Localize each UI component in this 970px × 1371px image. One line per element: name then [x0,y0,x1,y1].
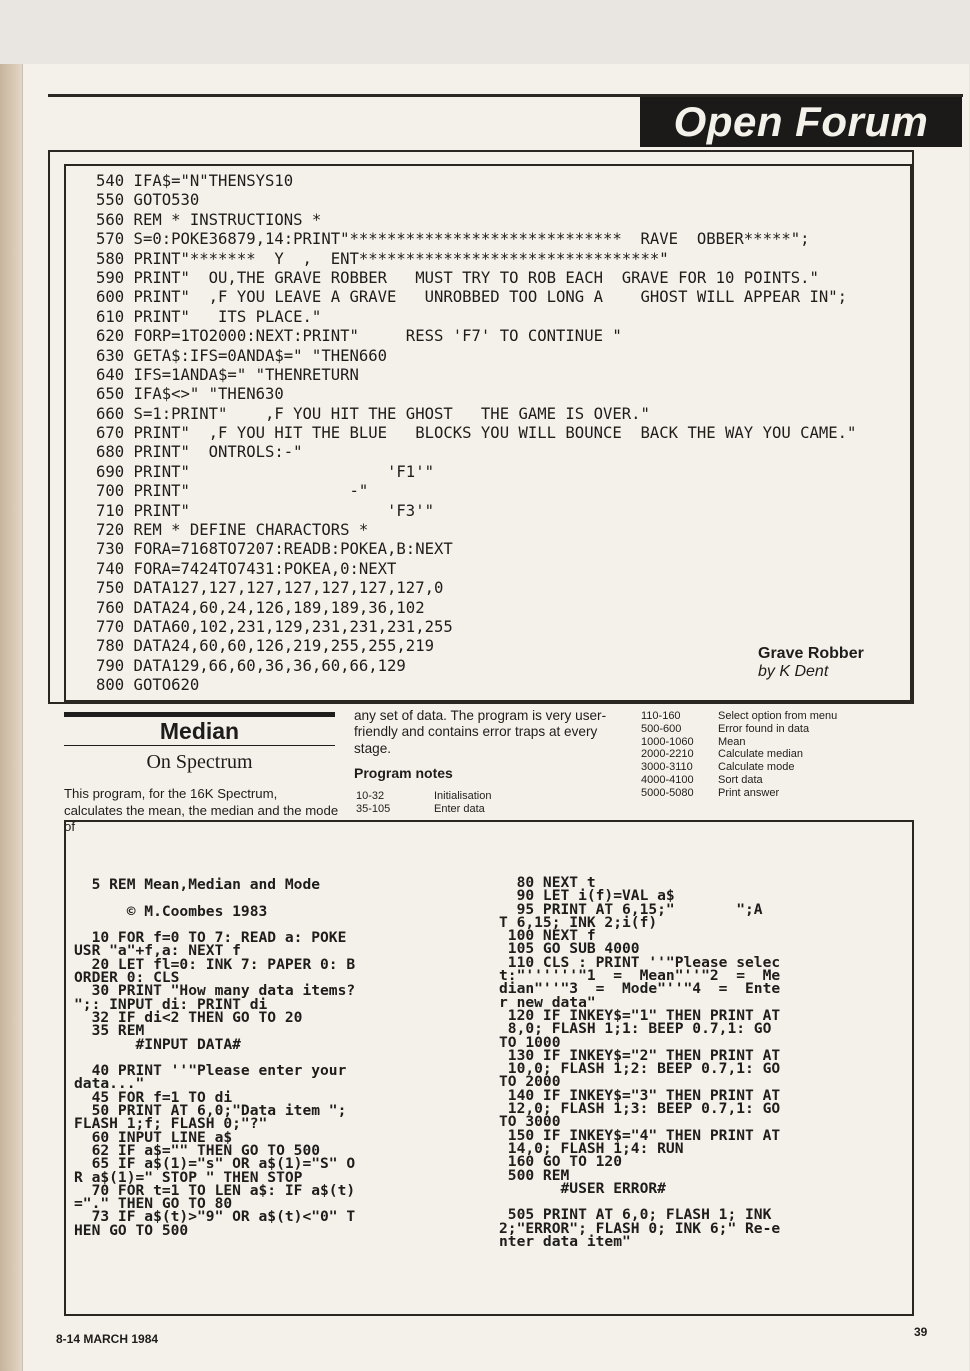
code-line: 105 GO SUB 4000 [499,940,640,958]
code-line: © M.Coombes 1983 [74,902,268,920]
code-line: 65 IF a$(1)="s" OR a$(1)="S" O [74,1155,356,1173]
code-line: 32 IF di<2 THEN GO TO 20 [74,1008,303,1026]
median-listing-right [499,874,781,1251]
range-description: Error found in data [718,722,810,735]
code-line: 130 IF INKEY$="2" THEN PRINT AT [499,1046,781,1064]
code-line: 750 DATA127,127,127,127,127,127,127,0 [96,579,444,598]
code-line: 120 IF INKEY$="1" THEN PRINT AT [499,1006,781,1024]
line-range: 2000-2210 [641,748,694,761]
line-range: 35-105 [356,803,391,816]
code-line: 140 IF INKEY$="3" THEN PRINT AT [499,1086,781,1104]
page-number: 39 [914,1325,928,1339]
grave-robber-listing [96,172,856,696]
note-row [641,761,837,774]
code-line: 680 PRINT" ONTROLS:-" [96,443,303,462]
code-line: 505 PRINT AT 6,0; FLASH 1; INK [499,1206,772,1224]
code-line: 90 LET i(f)=VAL a$ [499,887,675,905]
code-line: dian"''"3 = Mode"''"4 = Ente [499,980,781,998]
code-line: 160 GO TO 120 [499,1153,623,1171]
range-description: Calculate mode [718,761,795,774]
range-description: Mean [718,735,746,748]
code-line: T 6,15; INK 2;i(f) [499,913,658,931]
code-line: 630 GETA$:IFS=0ANDA$=" "THEN660 [96,346,388,365]
line-range: 10-32 [356,790,385,802]
code-line: 790 DATA129,66,60,36,36,60,66,129 [96,656,406,675]
note-row [641,748,837,761]
code-line: 60 INPUT LINE a$ [74,1128,233,1146]
code-line: 580 PRINT"******* Y , ENT********************************" [96,249,669,268]
code-line: TO 3000 [499,1113,561,1131]
code-line: 590 PRINT" OU,THE GRAVE ROBBER MUST TRY TO ROB EACH GRAVE FOR 10 POINTS." [96,268,819,287]
code-line: 62 IF a$="" THEN GO TO 500 [74,1141,321,1159]
note-row [641,774,837,787]
code-line: R a$(1)=" STOP " THEN STOP [74,1168,303,1186]
line-range: 500-600 [641,722,682,735]
code-line: 10 FOR f=0 TO 7: READ a: POKE [74,929,347,947]
line-range: 1000-1060 [641,735,694,748]
median-title: Median [159,718,240,744]
code-line: 720 REM * DEFINE CHARACTORS * [96,521,369,540]
code-line: nter data item" [499,1233,631,1251]
code-line: r new data" [499,993,596,1011]
code-line: HEN GO TO 500 [74,1221,189,1239]
median-listing-left [74,878,355,1237]
program-title: Grave Robber [758,645,864,662]
code-line: 670 PRINT" ,F YOU HIT THE BLUE BLOCKS YOU WILL BOUNCE BACK THE WAY YOU CAME." [96,424,857,443]
code-line: 70 FOR t=1 TO LEN a$: IF a$(t) [74,1181,356,1199]
code-line: data..." [74,1075,145,1093]
line-range: 5000-5080 [641,786,694,799]
code-line: 30 PRINT "How many data items? [74,982,356,1000]
code-line: 95 PRINT AT 6,15;" ";A [499,900,763,918]
code-line: 570 S=0:POKE36879,14:PRINT"***************************** RAVE OBBER*****"; [96,230,810,249]
line-range: 4000-4100 [641,773,694,786]
note-row [641,723,837,736]
note-row [356,803,491,816]
code-line: ORDER 0: CLS [74,969,180,987]
section-title: Open Forum [640,97,962,147]
code-line: 610 PRINT" ITS PLACE." [96,307,322,326]
code-line: 5 REM Mean,Median and Mode [74,876,321,893]
code-line: 650 IFA$<>" "THEN630 [96,385,284,404]
program-notes-heading: Program notes [354,765,453,781]
code-line: 150 IF INKEY$="4" THEN PRINT AT [499,1126,781,1144]
code-line: 800 GOTO620 [96,676,200,695]
code-line: 110 CLS : PRINT ''"Please selec [499,953,781,971]
issue-date: 8-14 MARCH 1984 [56,1332,159,1346]
range-description: Calculate median [718,748,803,761]
code-line: ";: INPUT di: PRINT di [74,995,268,1013]
code-line: FLASH 1;f; FLASH 0;"?" [74,1115,268,1133]
program-notes-table-continued [641,710,837,800]
code-line: TO 1000 [499,1033,561,1051]
range-description: Print answer [718,786,780,799]
code-line: 50 PRINT AT 6,0;"Data item "; [74,1102,347,1120]
code-line: 760 DATA24,60,24,126,189,189,36,102 [96,598,425,617]
code-line: TO 2000 [499,1073,561,1091]
range-description: Initialisation [434,790,492,802]
code-line: ="." THEN GO TO 80 [74,1195,233,1213]
code-line: 700 PRINT" -" [96,482,369,501]
code-line: #INPUT DATA# [74,1035,241,1053]
range-description: Sort data [718,773,763,786]
code-line: t:"''''''"1 = Mean"''"2 = Me [499,967,781,985]
code-line: 73 IF a$(t)>"9" OR a$(t)<"0" T [74,1208,356,1226]
median-intro: This program, for the 16K Spectrum, calculates the mean, the median and the mode of [64,786,339,834]
note-row [641,787,837,800]
code-line: 45 FOR f=1 TO di [74,1088,233,1106]
code-line: 40 PRINT ''"Please enter your [74,1062,347,1080]
median-mid-rule [64,745,335,746]
line-range: 110-160 [641,710,681,722]
code-line: 690 PRINT" 'F1'" [96,462,434,481]
code-line: 100 NEXT f [499,927,596,945]
code-line: #USER ERROR# [499,1179,666,1197]
code-line: USR "a"+f,a: NEXT f [74,942,241,960]
note-row [641,736,837,749]
code-line: 540 IFA$="N"THENSYS10 [96,172,294,190]
code-line: 14,0; FLASH 1;4: RUN [499,1139,684,1157]
code-line: 770 DATA60,102,231,129,231,231,231,255 [96,617,453,636]
line-range: 3000-3110 [641,761,693,774]
code-line: 8,0; FLASH 1;1: BEEP 0.7,1: GO [499,1020,772,1038]
code-line: 640 IFS=1ANDA$=" "THENRETURN [96,365,359,384]
code-line: 620 FORP=1TO2000:NEXT:PRINT" RESS 'F7' TO CONTINUE " [96,327,622,346]
code-line: 20 LET fl=0: INK 7: PAPER 0: B [74,955,356,973]
note-row [641,710,837,723]
code-line: 80 NEXT t [499,874,596,891]
code-line: 2;"ERROR"; FLASH 0; INK 6;" Re-e [499,1219,781,1237]
magazine-spine [0,64,22,1371]
code-line: 10,0; FLASH 1;2: BEEP 0.7,1: GO [499,1060,781,1078]
program-author: by K Dent [758,663,829,680]
code-line: 550 GOTO530 [96,191,200,210]
code-line: 660 S=1:PRINT" ,F YOU HIT THE GHOST THE GAME IS OVER." [96,404,650,423]
program-notes-table [356,790,491,817]
code-line: 740 FORA=7424TO7431:POKEA,0:NEXT [96,559,397,578]
code-line: 560 REM * INSTRUCTIONS * [96,210,322,229]
median-subtitle: On Spectrum [146,751,253,773]
code-line: 500 REM [499,1166,570,1184]
median-intro-continued: any set of data. The program is very user-friendly and contains error traps at every stage. [354,708,607,756]
code-line: 600 PRINT" ,F YOU LEAVE A GRAVE UNROBBED TOO LONG A GHOST WILL APPEAR IN"; [96,288,848,307]
median-top-rule [64,712,335,717]
code-line: 12,0; FLASH 1;3: BEEP 0.7,1: GO [499,1100,781,1118]
code-line: 780 DATA24,60,60,126,219,255,255,219 [96,637,434,656]
code-line: 710 PRINT" 'F3'" [96,501,434,520]
note-row [356,790,491,803]
range-description: Select option from menu [718,710,838,722]
range-description: Enter data [434,803,485,816]
code-line: 35 REM [74,1022,145,1040]
code-line: 730 FORA=7168TO7207:READB:POKEA,B:NEXT [96,540,453,559]
grave-robber-caption [758,645,864,681]
